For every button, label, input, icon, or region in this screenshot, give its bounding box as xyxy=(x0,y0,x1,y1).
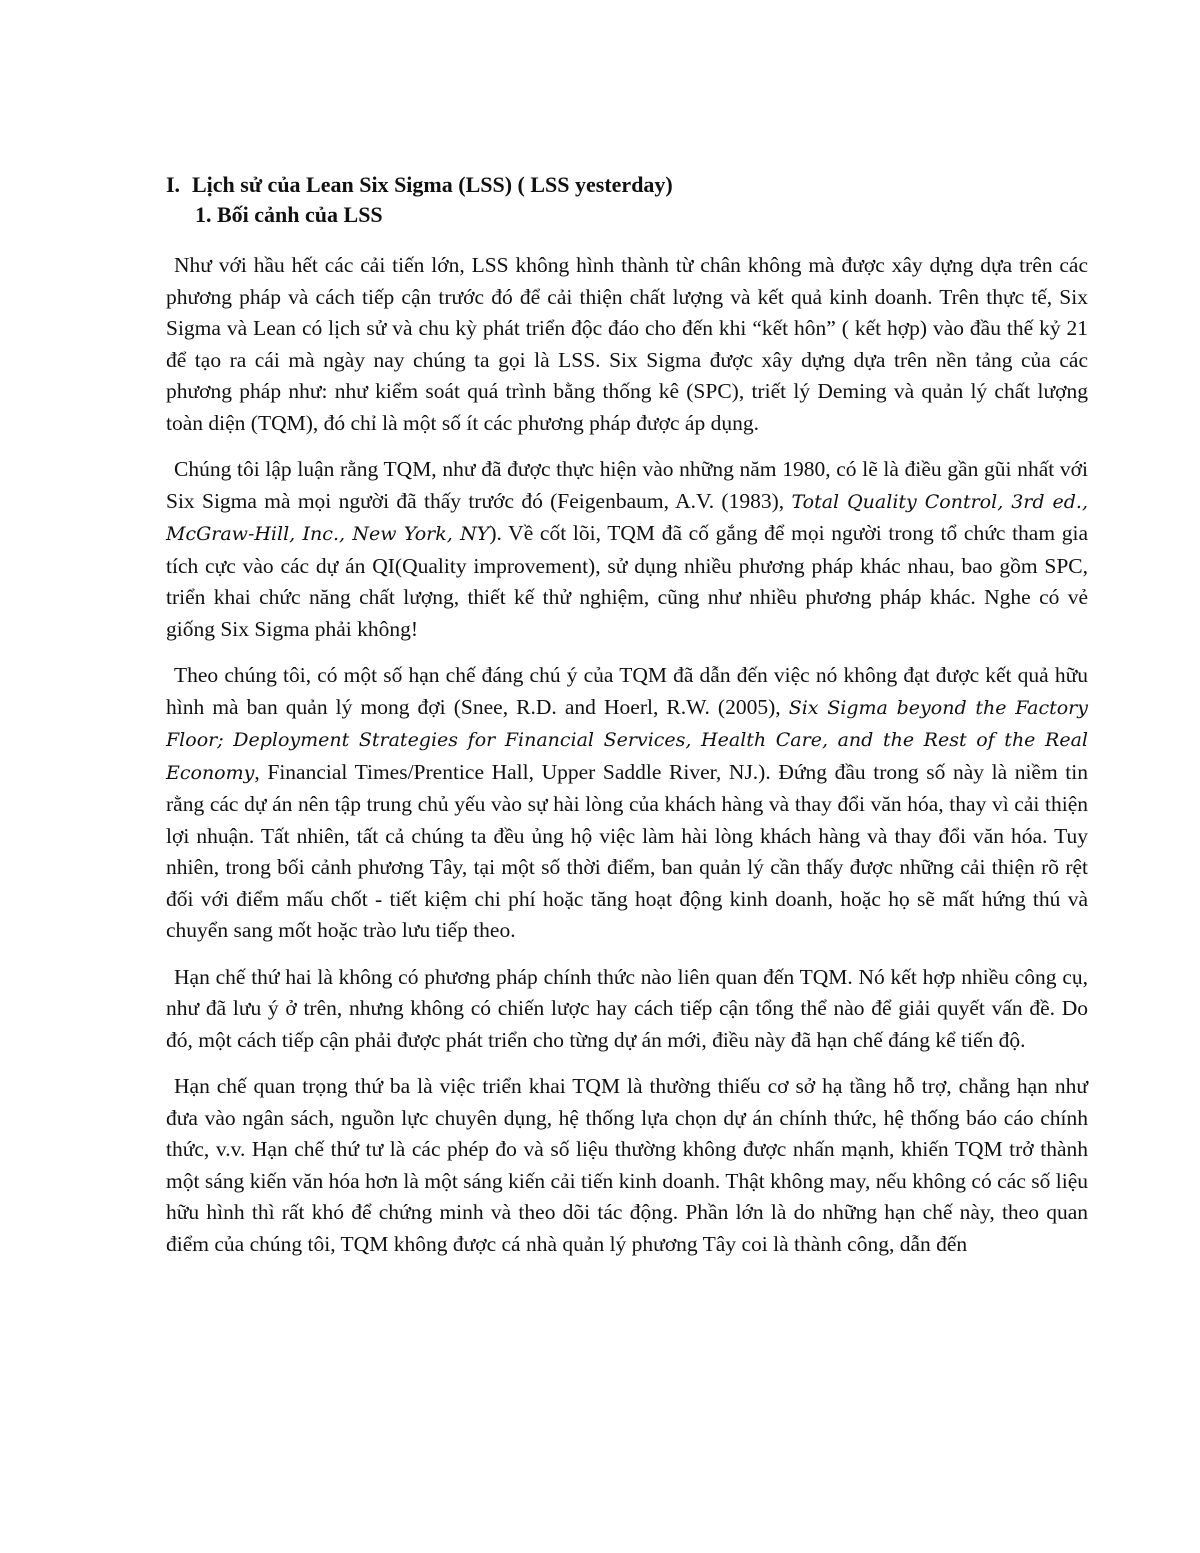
paragraph-2-text-end: ). Về cốt lõi, TQM đã cố gắng để mọi người trong tổ chức tham gia tích cực vào các dự án QI(Quality improvement), sử dụng nhiều phương pháp khác nhau, bao gồm SPC, triển khai chức năng chất lượng, thiết kế thử nghiệm, cũng như nhiều phương pháp khác. Nghe có vẻ giống Six Sigma phải không! xyxy=(166,521,1089,641)
section-title: Lịch sử của Lean Six Sigma (LSS) ( LSS yesterday) xyxy=(192,172,673,197)
citation-title: Total Quality Control, 3rd ed., McGraw-Hill, Inc., New York, NY xyxy=(166,490,1089,545)
paragraph-5: Hạn chế quan trọng thứ ba là việc triển khai TQM là thường thiếu cơ sở hạ tầng hỗ trợ, chẳng hạn như đưa vào ngân sách, nguồn lực chuyên dụng, hệ thống lựa chọn dự án chính thức, hệ thống báo cáo chính thức, v.v. Hạn chế thứ tư là các phép đo và số liệu thường không được nhấn mạnh, khiến TQM trở thành một sáng kiến văn hóa hơn là một sáng kiến cải tiến kinh doanh. Thật không may, nếu không có các số liệu hữu hình thì rất khó để chứng minh và theo dõi tác động. Phần lớn là do những hạn chế này, theo quan điểm của chúng tôi, TQM không được cá nhà quản lý phương Tây coi là thành công, dẫn đến xyxy=(166,1074,1088,1256)
section-heading xyxy=(166,170,1088,200)
paragraph-4: Hạn chế thứ hai là không có phương pháp chính thức nào liên quan đến TQM. Nó kết hợp nhiều công cụ, như đã lưu ý ở trên, nhưng không có chiến lược hay cách tiếp cận tổng thể nào để giải quyết vấn đề. Do đó, một cách tiếp cận phải được phát triển cho từng dự án mới, điều này đã hạn chế đáng kể tiến độ. xyxy=(166,964,1088,1052)
subsection-heading xyxy=(195,200,1088,230)
paragraph-1: Như với hầu hết các cải tiến lớn, LSS không hình thành từ chân không mà được xây dựng dựa trên các phương pháp và cách tiếp cận trước đó để cải thiện chất lượng và kết quả kinh doanh. Trên thực tế, Six Sigma và Lean có lịch sử và chu kỳ phát triển độc đáo cho đến khi “kết hôn” ( kết hợp) vào đầu thế kỷ 21 để tạo ra cái mà ngày nay chúng ta gọi là LSS. Six Sigma được xây dựng dựa trên nền tảng của các phương pháp như: như kiểm soát quá trình bằng thống kê (SPC), triết lý Deming và quản lý chất lượng toàn diện (TQM), đó chỉ là một số ít các phương pháp được áp dụng. xyxy=(166,253,1088,435)
paragraph-2-text-start: Chúng tôi lập luận rằng TQM, như đã được thực hiện vào những năm 1980, có lẽ là điều gần gũi nhất với Six Sigma mà mọi người đã thấy trước đó (Feigenbaum, A.V. (1983), xyxy=(166,457,1088,513)
paragraph-3-text-start: Theo chúng tôi, có một số hạn chế đáng chú ý của TQM đã dẫn đến việc nó không đạt được kết quả hữu hình mà ban quản lý mong đợi (Snee, R.D. and Hoerl, R.W. (2005), xyxy=(166,663,1088,719)
paragraph-2 xyxy=(166,454,1088,645)
citation-title: Six Sigma beyond the Factory Floor; Deployment Strategies for Financial Services, Health Care, and the Rest of the Real Economy xyxy=(166,696,1088,784)
paragraph-3-text-end: , Financial Times/Prentice Hall, Upper Saddle River, NJ.). Đứng đầu trong số này là niềm tin rằng các dự án nên tập trung chủ yếu vào sự hài lòng của khách hàng và thay đổi văn hóa, thay vì cải thiện lợi nhuận. Tất nhiên, tất cả chúng ta đều ủng hộ việc làm hài lòng khách hàng và thay đổi văn hóa. Tuy nhiên, trong bối cảnh phương Tây, tại một số thời điểm, ban quản lý cần thấy được những cải thiện rõ rệt đối với điểm mấu chốt - tiết kiệm chi phí hoặc tăng hoạt động kinh doanh, hoặc họ sẽ mất hứng thú và chuyển sang mốt hoặc trào lưu tiếp theo. xyxy=(166,759,1088,942)
section-number: I. xyxy=(166,172,181,197)
document-page xyxy=(166,170,1088,1275)
subsection-title: Bối cảnh của LSS xyxy=(217,202,383,227)
subsection-number: 1. xyxy=(195,202,212,227)
paragraph-3 xyxy=(166,660,1088,947)
